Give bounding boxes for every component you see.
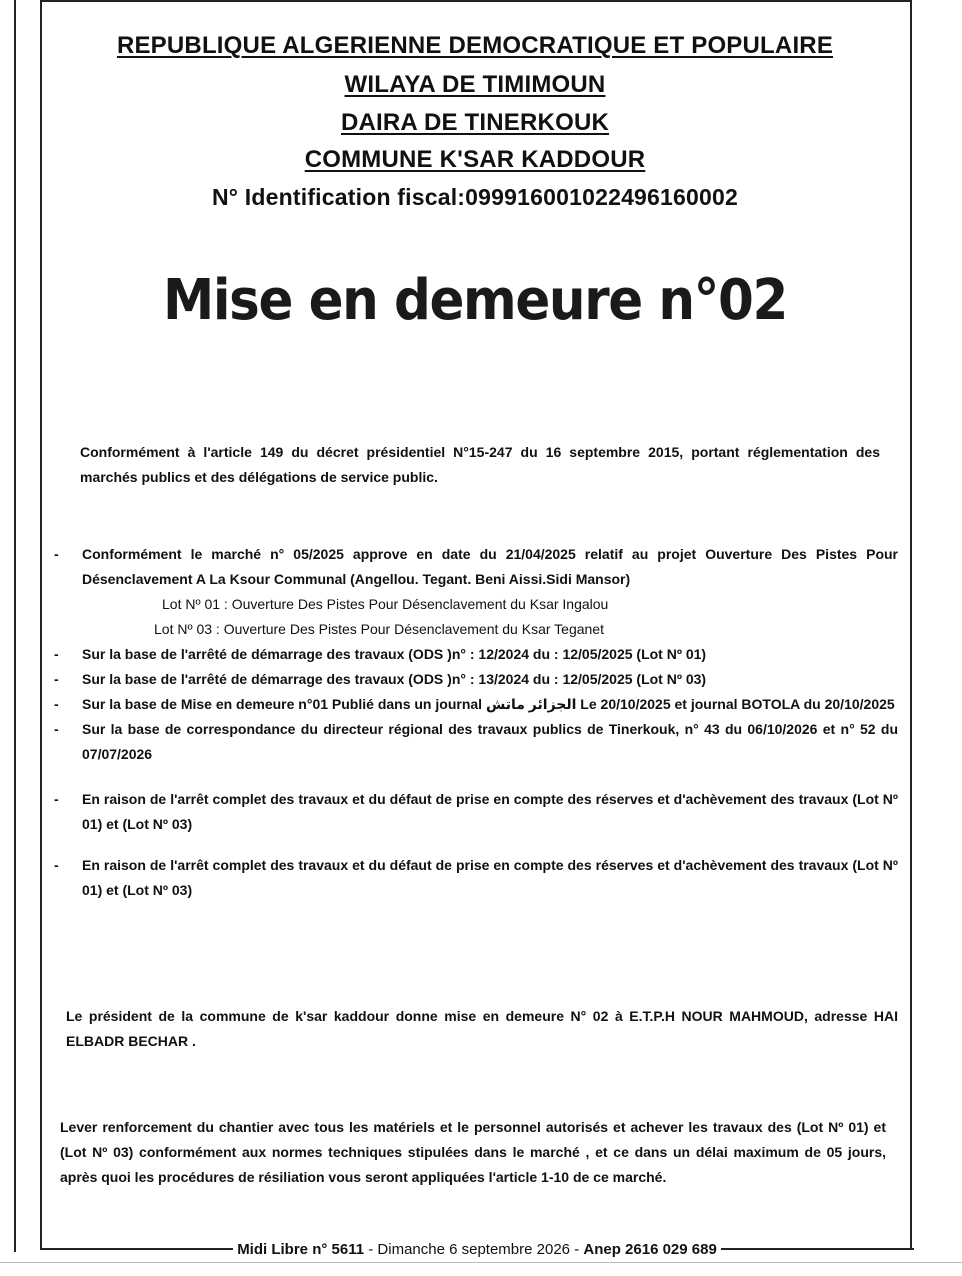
intro-paragraph: Conformément à l'article 149 du décret présidentiel N°15-247 du 16 septembre 2015, portant réglementation des marchés publics et des délégations de service public. <box>80 444 880 485</box>
header-fiscal-id: N° Identification fiscal:099916001022496160002 <box>212 184 738 210</box>
footer-rule-right <box>721 1248 914 1250</box>
footer-date: Dimanche 6 septembre 2026 <box>377 1240 571 1258</box>
list-item: - Sur la base de l'arrêté de démarrage des travaux (ODS )n° : 12/2024 du : 12/05/2025 (Lot Nº 01) <box>54 646 707 662</box>
header-daira: DAIRA DE TINERKOUK <box>340 109 610 136</box>
publication-footer <box>40 1238 914 1260</box>
footer-anep: Anep 2616 029 689 <box>583 1240 717 1258</box>
adjacent-column-edge <box>0 0 16 1252</box>
notice-title: Mise en demeure n°02 <box>163 268 787 333</box>
page-bottom-edge <box>0 1262 962 1276</box>
list-item: - Conformément le marché n° 05/2025 approve en date du 21/04/2025 relatif au projet Ouverture Des Pistes Pour Désenclavement A La Ksour Communal (Angellou. Tegant. Beni Aissi.Sidi Mansor) <box>54 546 898 587</box>
list-item-lot-01: Lot Nº 01 : Ouverture Des Pistes Pour Désenclavement du Ksar Ingalou <box>162 596 609 612</box>
list-item: - Sur la base de l'arrêté de démarrage des travaux (ODS )n° : 13/2024 du : 12/05/2025 (Lot Nº 03) <box>54 671 707 687</box>
footer-rule-left <box>40 1248 233 1250</box>
header-republic: REPUBLIQUE ALGERIENNE DEMOCRATIQUE ET POPULAIRE <box>116 32 834 59</box>
header-wilaya: WILAYA DE TIMIMOUN <box>344 71 606 98</box>
considerations-list <box>50 542 898 903</box>
footer-text: Midi Libre n° 5611 - Dimanche 6 septembre 2026 - Anep 2616 029 689 <box>237 1240 717 1258</box>
list-item: - Sur la base de Mise en demeure n°01 Publié dans un journal الجزائر ماتش Le 20/10/2025 et journal BOTOLA du 20/10/2025 <box>54 696 895 712</box>
president-paragraph: Le président de la commune de k'sar kaddour donne mise en demeure N° 02 à E.T.P.H NOUR MAHMOUD, adresse HAI ELBADR BECHAR . <box>66 1008 898 1049</box>
list-item-lot-03: Lot Nº 03 : Ouverture Des Pistes Pour Désenclavement du Ksar Teganet <box>154 621 604 637</box>
footer-paper: Midi Libre n° 5611 <box>237 1240 365 1258</box>
list-item: - En raison de l'arrêt complet des travaux et du défaut de prise en compte des réserves et d'achèvement des travaux (Lot Nº 01) et (Lot Nº 03) <box>54 791 898 832</box>
instruction-paragraph: Lever renforcement du chantier avec tous les matériels et le personnel autorisés et achever les travaux des (Lot Nº 01) et (Lot Nº 03) conformément aux normes techniques stipulées dans le marché , et ce dans un délai maximum de 05 jours, après quoi les procédures de résiliation vous seront appliquées l'article 1-10 de ce marché. <box>60 1119 886 1185</box>
list-item: - Sur la base de correspondance du directeur régional des travaux publics de Tinerkouk, n° 43 du 06/10/2026 et n° 52 du 07/07/2026 <box>54 721 898 762</box>
list-item: - En raison de l'arrêt complet des travaux et du défaut de prise en compte des réserves et d'achèvement des travaux (Lot Nº 01) et (Lot Nº 03) <box>54 857 898 898</box>
header-commune: COMMUNE K'SAR KADDOUR <box>304 146 646 173</box>
